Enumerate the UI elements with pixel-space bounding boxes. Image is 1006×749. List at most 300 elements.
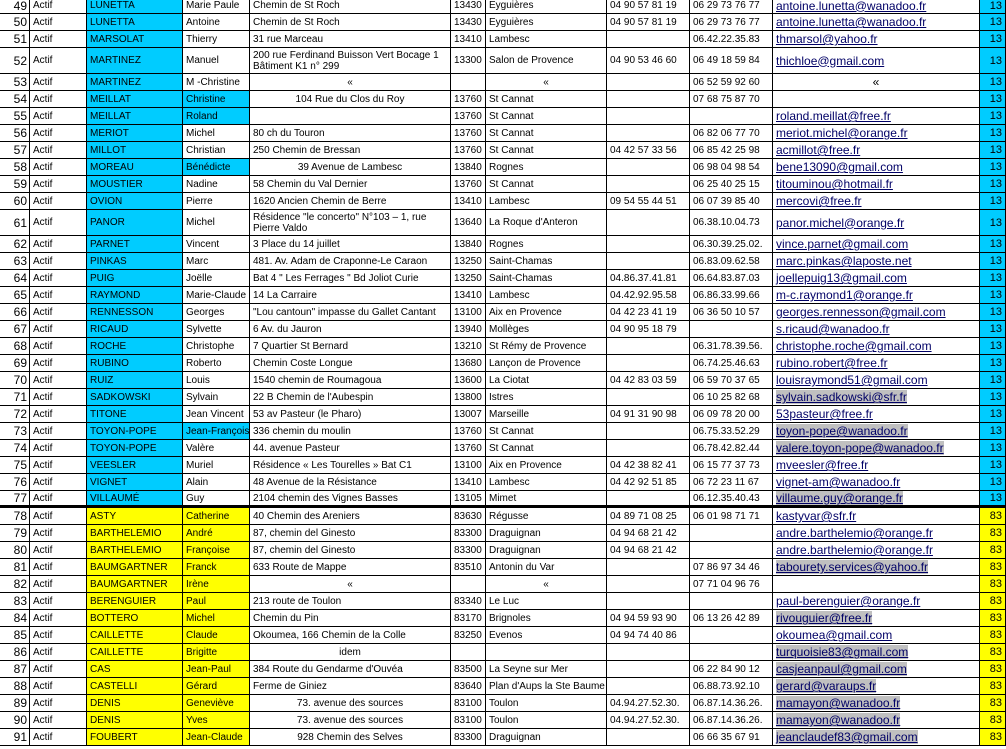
address-cell[interactable]: 44. avenue Pasteur xyxy=(250,440,451,457)
department-cell[interactable]: 13 xyxy=(980,423,1006,440)
mobile-cell[interactable]: 06 01 98 71 71 xyxy=(690,508,773,525)
firstname-cell[interactable]: Franck xyxy=(183,559,250,576)
city-cell[interactable]: Draguignan xyxy=(486,542,607,559)
department-cell[interactable]: 13 xyxy=(980,440,1006,457)
surname-cell[interactable]: VIGNET xyxy=(87,474,183,491)
city-cell[interactable]: Brignoles xyxy=(486,610,607,627)
landline-cell[interactable]: 09 54 55 44 51 xyxy=(607,193,690,210)
surname-cell[interactable]: BOTTERO xyxy=(87,610,183,627)
mobile-cell[interactable]: 06 22 84 90 12 xyxy=(690,661,773,678)
status-cell[interactable]: Actif xyxy=(30,525,87,542)
email-cell[interactable] xyxy=(773,125,980,142)
city-cell[interactable]: Draguignan xyxy=(486,729,607,746)
postcode-cell[interactable]: 83300 xyxy=(451,542,486,559)
address-cell[interactable]: 87, chemin del Ginesto xyxy=(250,542,451,559)
status-cell[interactable]: Actif xyxy=(30,159,87,176)
mobile-cell[interactable]: 06.87.14.36.26. xyxy=(690,712,773,729)
row-number[interactable]: 57 xyxy=(0,142,30,159)
address-cell[interactable]: 58 Chemin du Val Dernier xyxy=(250,176,451,193)
department-cell[interactable]: 13 xyxy=(980,210,1006,236)
city-cell[interactable]: St Cannat xyxy=(486,440,607,457)
mobile-cell[interactable] xyxy=(690,321,773,338)
status-cell[interactable]: Actif xyxy=(30,610,87,627)
email-link[interactable]: m-c.raymond1@orange.fr xyxy=(776,288,913,302)
email-link[interactable]: paul-berenguier@orange.fr xyxy=(776,594,921,608)
postcode-cell[interactable]: 83300 xyxy=(451,729,486,746)
status-cell[interactable]: Actif xyxy=(30,712,87,729)
email-cell[interactable] xyxy=(773,210,980,236)
mobile-cell[interactable]: 07 68 75 87 70 xyxy=(690,91,773,108)
postcode-cell[interactable]: 13760 xyxy=(451,125,486,142)
department-cell[interactable]: 83 xyxy=(980,542,1006,559)
landline-cell[interactable]: 04 90 95 18 79 xyxy=(607,321,690,338)
mobile-cell[interactable]: 06.88.73.92.10 xyxy=(690,678,773,695)
email-cell[interactable] xyxy=(773,661,980,678)
status-cell[interactable]: Actif xyxy=(30,593,87,610)
landline-cell[interactable] xyxy=(607,108,690,125)
postcode-cell[interactable]: 13410 xyxy=(451,193,486,210)
row-number[interactable]: 81 xyxy=(0,559,30,576)
status-cell[interactable]: Actif xyxy=(30,91,87,108)
mobile-cell[interactable]: 06 52 59 92 60 xyxy=(690,74,773,91)
firstname-cell[interactable]: Gérard xyxy=(183,678,250,695)
postcode-cell[interactable]: 13410 xyxy=(451,474,486,491)
address-cell[interactable]: 48 Avenue de la Résistance xyxy=(250,474,451,491)
mobile-cell[interactable]: 06 29 73 76 77 xyxy=(690,14,773,31)
mobile-cell[interactable]: 06 15 77 37 73 xyxy=(690,457,773,474)
status-cell[interactable]: Actif xyxy=(30,193,87,210)
firstname-cell[interactable]: Claude xyxy=(183,627,250,644)
email-cell[interactable] xyxy=(773,91,980,108)
email-link[interactable]: roland.meillat@free.fr xyxy=(776,109,891,123)
city-cell[interactable]: Lambesc xyxy=(486,474,607,491)
address-cell[interactable]: « xyxy=(250,576,451,593)
firstname-cell[interactable]: Michel xyxy=(183,610,250,627)
landline-cell[interactable] xyxy=(607,176,690,193)
postcode-cell[interactable]: 83510 xyxy=(451,559,486,576)
surname-cell[interactable]: PARNET xyxy=(87,236,183,253)
row-number[interactable]: 66 xyxy=(0,304,30,321)
mobile-cell[interactable]: 07 71 04 96 76 xyxy=(690,576,773,593)
row-number[interactable]: 54 xyxy=(0,91,30,108)
landline-cell[interactable] xyxy=(607,338,690,355)
email-cell[interactable] xyxy=(773,304,980,321)
status-cell[interactable]: Actif xyxy=(30,304,87,321)
row-number[interactable]: 76 xyxy=(0,474,30,491)
mobile-cell[interactable]: 06 66 35 67 91 xyxy=(690,729,773,746)
firstname-cell[interactable]: Alain xyxy=(183,474,250,491)
landline-cell[interactable]: 04 90 57 81 19 xyxy=(607,0,690,14)
row-number[interactable]: 69 xyxy=(0,355,30,372)
surname-cell[interactable]: MOUSTIER xyxy=(87,176,183,193)
city-cell[interactable]: St Cannat xyxy=(486,176,607,193)
email-link[interactable]: rubino.robert@free.fr xyxy=(776,356,888,370)
surname-cell[interactable]: MARTINEZ xyxy=(87,48,183,74)
surname-cell[interactable]: DENIS xyxy=(87,695,183,712)
mobile-cell[interactable]: 06.83.09.62.58 xyxy=(690,253,773,270)
email-cell[interactable] xyxy=(773,338,980,355)
firstname-cell[interactable]: Manuel xyxy=(183,48,250,74)
firstname-cell[interactable]: Pierre xyxy=(183,193,250,210)
postcode-cell[interactable]: 83100 xyxy=(451,695,486,712)
department-cell[interactable]: 13 xyxy=(980,193,1006,210)
department-cell[interactable]: 13 xyxy=(980,406,1006,423)
firstname-cell[interactable]: Paul xyxy=(183,593,250,610)
email-link[interactable]: titouminou@hotmail.fr xyxy=(776,177,893,191)
surname-cell[interactable]: CASTELLI xyxy=(87,678,183,695)
city-cell[interactable]: St Cannat xyxy=(486,142,607,159)
postcode-cell[interactable]: 13640 xyxy=(451,210,486,236)
email-cell[interactable] xyxy=(773,423,980,440)
email-cell[interactable] xyxy=(773,593,980,610)
status-cell[interactable]: Actif xyxy=(30,423,87,440)
city-cell[interactable]: Régusse xyxy=(486,508,607,525)
firstname-cell[interactable]: Sylvette xyxy=(183,321,250,338)
status-cell[interactable]: Actif xyxy=(30,678,87,695)
row-number[interactable]: 52 xyxy=(0,48,30,74)
address-cell[interactable]: Chemin de St Roch xyxy=(250,0,451,14)
email-cell[interactable] xyxy=(773,108,980,125)
postcode-cell[interactable]: 13250 xyxy=(451,253,486,270)
department-cell[interactable]: 13 xyxy=(980,270,1006,287)
status-cell[interactable]: Actif xyxy=(30,338,87,355)
city-cell[interactable]: St Cannat xyxy=(486,125,607,142)
firstname-cell[interactable]: Christine xyxy=(183,91,250,108)
city-cell[interactable]: Mollèges xyxy=(486,321,607,338)
postcode-cell[interactable]: 83100 xyxy=(451,712,486,729)
address-cell[interactable]: Ferme de Giniez xyxy=(250,678,451,695)
mobile-cell[interactable] xyxy=(690,627,773,644)
email-link[interactable]: meriot.michel@orange.fr xyxy=(776,126,908,140)
email-cell[interactable] xyxy=(773,142,980,159)
address-cell[interactable]: 384 Route du Gendarme d'Ouvéa xyxy=(250,661,451,678)
city-cell[interactable]: Le Luc xyxy=(486,593,607,610)
address-cell[interactable]: 80 ch du Touron xyxy=(250,125,451,142)
postcode-cell[interactable]: 13760 xyxy=(451,91,486,108)
row-number[interactable]: 51 xyxy=(0,31,30,48)
postcode-cell[interactable]: 13760 xyxy=(451,440,486,457)
firstname-cell[interactable]: André xyxy=(183,525,250,542)
department-cell[interactable]: 13 xyxy=(980,355,1006,372)
surname-cell[interactable]: PINKAS xyxy=(87,253,183,270)
landline-cell[interactable] xyxy=(607,678,690,695)
mobile-cell[interactable]: 06.31.78.39.56. xyxy=(690,338,773,355)
row-number[interactable]: 67 xyxy=(0,321,30,338)
email-cell[interactable] xyxy=(773,508,980,525)
address-cell[interactable]: 1540 chemin de Roumagoua xyxy=(250,372,451,389)
email-link[interactable]: christophe.roche@gmail.com xyxy=(776,339,932,353)
city-cell[interactable]: Toulon xyxy=(486,695,607,712)
row-number[interactable]: 60 xyxy=(0,193,30,210)
postcode-cell[interactable]: 13760 xyxy=(451,108,486,125)
mobile-cell[interactable]: 06.74.25.46.63 xyxy=(690,355,773,372)
row-number[interactable]: 73 xyxy=(0,423,30,440)
city-cell[interactable]: Aix en Provence xyxy=(486,304,607,321)
mobile-cell[interactable]: 06 85 42 25 98 xyxy=(690,142,773,159)
status-cell[interactable]: Actif xyxy=(30,253,87,270)
city-cell[interactable]: St Rémy de Provence xyxy=(486,338,607,355)
email-cell[interactable] xyxy=(773,525,980,542)
landline-cell[interactable]: 04 90 57 81 19 xyxy=(607,14,690,31)
city-cell[interactable]: Antonin du Var xyxy=(486,559,607,576)
firstname-cell[interactable]: Brigitte xyxy=(183,644,250,661)
postcode-cell[interactable]: 83170 xyxy=(451,610,486,627)
city-cell[interactable]: St Cannat xyxy=(486,91,607,108)
email-cell[interactable] xyxy=(773,355,980,372)
surname-cell[interactable]: CAS xyxy=(87,661,183,678)
postcode-cell[interactable]: 83630 xyxy=(451,508,486,525)
firstname-cell[interactable]: Jean-Claude xyxy=(183,729,250,746)
landline-cell[interactable] xyxy=(607,423,690,440)
city-cell[interactable]: Saint-Chamas xyxy=(486,270,607,287)
firstname-cell[interactable]: Geneviève xyxy=(183,695,250,712)
status-cell[interactable]: Actif xyxy=(30,372,87,389)
mobile-cell[interactable]: 06.78.42.82.44 xyxy=(690,440,773,457)
landline-cell[interactable]: 04 94 59 93 90 xyxy=(607,610,690,627)
status-cell[interactable]: Actif xyxy=(30,389,87,406)
surname-cell[interactable]: MEILLAT xyxy=(87,108,183,125)
postcode-cell[interactable]: 13430 xyxy=(451,0,486,14)
email-cell[interactable] xyxy=(773,440,980,457)
mobile-cell[interactable]: 06.87.14.36.26. xyxy=(690,695,773,712)
landline-cell[interactable] xyxy=(607,210,690,236)
row-number[interactable]: 87 xyxy=(0,661,30,678)
department-cell[interactable]: 83 xyxy=(980,525,1006,542)
address-cell[interactable]: 31 rue Marceau xyxy=(250,31,451,48)
postcode-cell[interactable]: 13760 xyxy=(451,423,486,440)
address-cell[interactable]: idem xyxy=(250,644,451,661)
address-cell[interactable]: 104 Rue du Clos du Roy xyxy=(250,91,451,108)
status-cell[interactable]: Actif xyxy=(30,14,87,31)
status-cell[interactable]: Actif xyxy=(30,176,87,193)
firstname-cell[interactable]: Jean-François xyxy=(183,423,250,440)
email-link[interactable]: villaume.guy@orange.fr xyxy=(776,491,903,505)
postcode-cell[interactable]: 13760 xyxy=(451,176,486,193)
email-link[interactable]: antoine.lunetta@wanadoo.fr xyxy=(776,15,927,29)
department-cell[interactable]: 13 xyxy=(980,389,1006,406)
firstname-cell[interactable]: Marc xyxy=(183,253,250,270)
department-cell[interactable]: 13 xyxy=(980,31,1006,48)
department-cell[interactable]: 83 xyxy=(980,661,1006,678)
postcode-cell[interactable] xyxy=(451,576,486,593)
city-cell[interactable]: Mimet xyxy=(486,491,607,508)
email-link[interactable]: valere.toyon-pope@wanadoo.fr xyxy=(776,441,944,455)
surname-cell[interactable]: LUNETTA xyxy=(87,14,183,31)
address-cell[interactable]: 14 La Carraire xyxy=(250,287,451,304)
address-cell[interactable]: 3 Place du 14 juillet xyxy=(250,236,451,253)
postcode-cell[interactable]: 13840 xyxy=(451,159,486,176)
mobile-cell[interactable]: 07 86 97 34 46 xyxy=(690,559,773,576)
mobile-cell[interactable] xyxy=(690,542,773,559)
landline-cell[interactable] xyxy=(607,644,690,661)
landline-cell[interactable]: 04 42 38 82 41 xyxy=(607,457,690,474)
email-link[interactable]: 53pasteur@free.fr xyxy=(776,407,873,421)
city-cell[interactable]: Toulon xyxy=(486,712,607,729)
row-number[interactable]: 74 xyxy=(0,440,30,457)
email-cell[interactable] xyxy=(773,729,980,746)
firstname-cell[interactable]: Georges xyxy=(183,304,250,321)
email-link[interactable]: marc.pinkas@laposte.net xyxy=(776,254,912,268)
email-cell[interactable] xyxy=(773,321,980,338)
city-cell[interactable]: Eyguières xyxy=(486,14,607,31)
landline-cell[interactable] xyxy=(607,559,690,576)
email-link[interactable]: joellepuig13@gmail.com xyxy=(776,271,907,285)
postcode-cell[interactable]: 13600 xyxy=(451,372,486,389)
surname-cell[interactable]: BAUMGARTNER xyxy=(87,576,183,593)
address-cell[interactable] xyxy=(250,108,451,125)
postcode-cell[interactable] xyxy=(451,74,486,91)
row-number[interactable]: 86 xyxy=(0,644,30,661)
firstname-cell[interactable]: Nadine xyxy=(183,176,250,193)
address-cell[interactable]: Chemin Coste Longue xyxy=(250,355,451,372)
address-cell[interactable]: Résidence "le concerto" N°103 – 1, rue Pierre Valdo xyxy=(250,210,451,236)
address-cell[interactable]: 336 chemin du moulin xyxy=(250,423,451,440)
surname-cell[interactable]: RAYMOND xyxy=(87,287,183,304)
email-cell[interactable] xyxy=(773,176,980,193)
city-cell[interactable]: Rognes xyxy=(486,159,607,176)
address-cell[interactable]: 39 Avenue de Lambesc xyxy=(250,159,451,176)
mobile-cell[interactable]: 06 10 25 82 68 xyxy=(690,389,773,406)
email-cell[interactable] xyxy=(773,644,980,661)
status-cell[interactable]: Actif xyxy=(30,287,87,304)
city-cell[interactable]: Marseille xyxy=(486,406,607,423)
row-number[interactable]: 53 xyxy=(0,74,30,91)
email-cell[interactable] xyxy=(773,712,980,729)
mobile-cell[interactable] xyxy=(690,593,773,610)
email-cell[interactable] xyxy=(773,389,980,406)
city-cell[interactable]: Plan d'Aups la Ste Baume xyxy=(486,678,607,695)
email-link[interactable]: thichloe@gmail.com xyxy=(776,53,885,68)
landline-cell[interactable] xyxy=(607,74,690,91)
landline-cell[interactable]: 04.94.27.52.30. xyxy=(607,695,690,712)
surname-cell[interactable]: RUIZ xyxy=(87,372,183,389)
city-cell[interactable]: Lançon de Provence xyxy=(486,355,607,372)
address-cell[interactable]: 22 B Chemin de l'Aubespin xyxy=(250,389,451,406)
firstname-cell[interactable]: Jean-Paul xyxy=(183,661,250,678)
email-cell[interactable] xyxy=(773,406,980,423)
status-cell[interactable]: Actif xyxy=(30,508,87,525)
surname-cell[interactable]: TOYON-POPE xyxy=(87,423,183,440)
city-cell[interactable]: Istres xyxy=(486,389,607,406)
department-cell[interactable]: 13 xyxy=(980,125,1006,142)
address-cell[interactable]: 2104 chemin des Vignes Basses xyxy=(250,491,451,508)
status-cell[interactable]: Actif xyxy=(30,74,87,91)
firstname-cell[interactable]: Bénédicte xyxy=(183,159,250,176)
address-cell[interactable]: 6 Av. du Jauron xyxy=(250,321,451,338)
surname-cell[interactable]: BARTHELEMIO xyxy=(87,542,183,559)
surname-cell[interactable]: FOUBERT xyxy=(87,729,183,746)
department-cell[interactable]: 83 xyxy=(980,729,1006,746)
department-cell[interactable]: 13 xyxy=(980,253,1006,270)
email-cell[interactable] xyxy=(773,193,980,210)
address-cell[interactable]: 87, chemin del Ginesto xyxy=(250,525,451,542)
email-link[interactable]: georges.rennesson@gmail.com xyxy=(776,305,946,319)
row-number[interactable]: 56 xyxy=(0,125,30,142)
status-cell[interactable]: Actif xyxy=(30,644,87,661)
email-link[interactable]: mamayon@wanadoo.fr xyxy=(776,713,901,727)
email-link[interactable]: tabourety.services@yahoo.fr xyxy=(776,560,929,574)
landline-cell[interactable]: 04.86.37.41.81 xyxy=(607,270,690,287)
city-cell[interactable] xyxy=(486,644,607,661)
landline-cell[interactable] xyxy=(607,355,690,372)
email-link[interactable]: casjeanpaul@gmail.com xyxy=(776,662,907,676)
landline-cell[interactable]: 04 90 53 46 60 xyxy=(607,48,690,74)
surname-cell[interactable]: MOREAU xyxy=(87,159,183,176)
status-cell[interactable]: Actif xyxy=(30,576,87,593)
firstname-cell[interactable]: Guy xyxy=(183,491,250,508)
landline-cell[interactable]: 04.94.27.52.30. xyxy=(607,712,690,729)
status-cell[interactable]: Actif xyxy=(30,491,87,508)
postcode-cell[interactable]: 13210 xyxy=(451,338,486,355)
firstname-cell[interactable]: Marie Paule xyxy=(183,0,250,14)
row-number[interactable]: 89 xyxy=(0,695,30,712)
landline-cell[interactable]: 04 94 68 21 42 xyxy=(607,525,690,542)
landline-cell[interactable]: 04 94 68 21 42 xyxy=(607,542,690,559)
row-number[interactable]: 64 xyxy=(0,270,30,287)
email-link[interactable]: mveesler@free.fr xyxy=(776,458,869,472)
row-number[interactable]: 68 xyxy=(0,338,30,355)
email-cell[interactable] xyxy=(773,253,980,270)
email-cell[interactable] xyxy=(773,474,980,491)
status-cell[interactable]: Actif xyxy=(30,406,87,423)
email-link[interactable]: rivouguier@free.fr xyxy=(776,611,873,625)
firstname-cell[interactable]: Joëlle xyxy=(183,270,250,287)
department-cell[interactable]: 13 xyxy=(980,91,1006,108)
address-cell[interactable]: 7 Quartier St Bernard xyxy=(250,338,451,355)
address-cell[interactable]: Okoumea, 166 Chemin de la Colle xyxy=(250,627,451,644)
postcode-cell[interactable]: 13940 xyxy=(451,321,486,338)
city-cell[interactable]: Lambesc xyxy=(486,287,607,304)
address-cell[interactable]: Résidence « Les Tourelles » Bat C1 xyxy=(250,457,451,474)
email-cell[interactable] xyxy=(773,576,980,593)
surname-cell[interactable]: VILLAUMÉ xyxy=(87,491,183,508)
surname-cell[interactable]: DENIS xyxy=(87,712,183,729)
city-cell[interactable]: « xyxy=(486,74,607,91)
email-link[interactable]: okoumea@gmail.com xyxy=(776,628,893,642)
firstname-cell[interactable]: Louis xyxy=(183,372,250,389)
row-number[interactable]: 65 xyxy=(0,287,30,304)
address-cell[interactable]: « xyxy=(250,74,451,91)
row-number[interactable]: 59 xyxy=(0,176,30,193)
email-link[interactable]: andre.barthelemio@orange.fr xyxy=(776,526,933,540)
email-cell[interactable] xyxy=(773,48,980,74)
status-cell[interactable]: Actif xyxy=(30,31,87,48)
department-cell[interactable]: 83 xyxy=(980,508,1006,525)
surname-cell[interactable]: MEILLAT xyxy=(87,91,183,108)
city-cell[interactable]: Draguignan xyxy=(486,525,607,542)
address-cell[interactable]: 213 route de Toulon xyxy=(250,593,451,610)
row-number[interactable]: 63 xyxy=(0,253,30,270)
surname-cell[interactable]: ASTY xyxy=(87,508,183,525)
email-link[interactable]: kastyvar@sfr.fr xyxy=(776,509,857,523)
landline-cell[interactable]: 04 94 74 40 86 xyxy=(607,627,690,644)
postcode-cell[interactable]: 83340 xyxy=(451,593,486,610)
email-cell[interactable] xyxy=(773,542,980,559)
email-link[interactable]: mercovi@free.fr xyxy=(776,194,862,208)
city-cell[interactable]: Salon de Provence xyxy=(486,48,607,74)
city-cell[interactable]: « xyxy=(486,576,607,593)
department-cell[interactable]: 13 xyxy=(980,48,1006,74)
department-cell[interactable]: 13 xyxy=(980,338,1006,355)
department-cell[interactable]: 13 xyxy=(980,457,1006,474)
city-cell[interactable]: Aix en Provence xyxy=(486,457,607,474)
row-number[interactable]: 71 xyxy=(0,389,30,406)
row-number[interactable]: 50 xyxy=(0,14,30,31)
status-cell[interactable]: Actif xyxy=(30,457,87,474)
department-cell[interactable]: 83 xyxy=(980,627,1006,644)
department-cell[interactable]: 83 xyxy=(980,712,1006,729)
email-link[interactable]: s.ricaud@wanadoo.fr xyxy=(776,322,890,336)
